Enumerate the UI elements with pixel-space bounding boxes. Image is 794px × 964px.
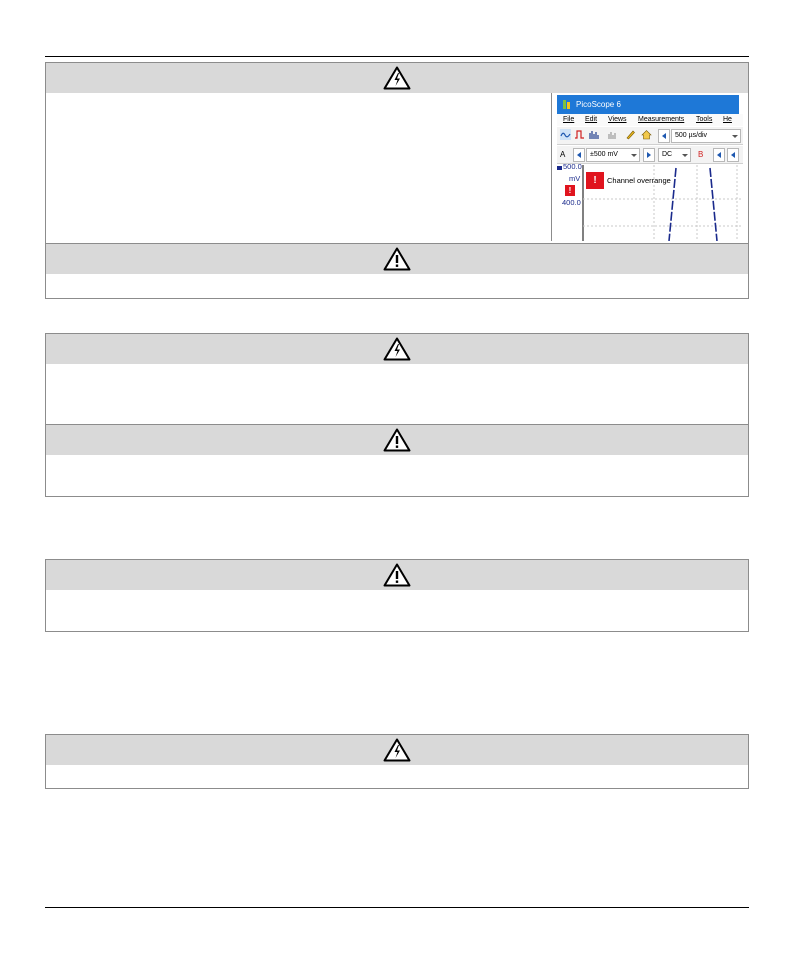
- range-decrease-button[interactable]: [573, 148, 585, 162]
- y-axis-top-label: 500.0: [563, 162, 582, 171]
- warning-header: [46, 735, 748, 765]
- warning-body: [46, 274, 748, 297]
- high-voltage-warning-icon: [383, 738, 411, 762]
- multi-spectrum-icon[interactable]: [607, 129, 618, 140]
- warning-block-1: [45, 62, 749, 299]
- menu-edit[interactable]: Edit: [585, 116, 598, 123]
- general-warning-icon: [383, 428, 411, 452]
- picoscope-toolbar: [557, 127, 743, 145]
- warning-header: [46, 244, 748, 274]
- picoscope-titlebar: [557, 95, 739, 114]
- picoscope-channel-toolbar: [557, 146, 743, 164]
- probe-icon[interactable]: [625, 129, 636, 140]
- overrange-message: Channel overrange: [607, 176, 671, 185]
- warning-block-2: [45, 333, 749, 497]
- spectrum-mode-icon[interactable]: [588, 129, 599, 140]
- high-voltage-warning-icon: [383, 66, 411, 90]
- y-axis-second-label: 400.0: [562, 198, 581, 207]
- channel-b-label[interactable]: B: [698, 150, 704, 159]
- range-select[interactable]: [586, 148, 640, 162]
- coupling-value: DC: [662, 151, 673, 158]
- warning-body: [46, 93, 748, 243]
- warning-header: [46, 63, 748, 93]
- channel-error-badge: !: [565, 185, 575, 196]
- menu-help[interactable]: He: [723, 116, 732, 123]
- warning-body: [46, 590, 748, 631]
- y-axis-unit-label: mV: [569, 174, 581, 183]
- picoscope-logo-icon: [562, 99, 572, 110]
- warning-block-3: [45, 559, 749, 632]
- warning-header: [46, 334, 748, 364]
- warning-header: [46, 425, 748, 455]
- warning-body: [46, 765, 748, 788]
- warning-body: [46, 364, 748, 424]
- channel-b-range-decrease-button[interactable]: [713, 148, 725, 162]
- range-increase-button[interactable]: [643, 148, 655, 162]
- picoscope-app-title: PicoScope 6: [576, 100, 621, 109]
- menu-views[interactable]: Views: [608, 116, 627, 123]
- warning-header: [46, 560, 748, 590]
- scope-mode-icon[interactable]: [560, 129, 571, 140]
- coupling-select[interactable]: [658, 148, 691, 162]
- home-icon[interactable]: [641, 129, 652, 140]
- persistence-mode-icon[interactable]: [574, 129, 585, 140]
- trace-falling-edge: [710, 168, 717, 241]
- overrange-warning-badge: !: [586, 172, 604, 189]
- timebase-select[interactable]: [671, 129, 741, 143]
- menu-file[interactable]: File: [563, 116, 575, 123]
- scope-plot: [557, 162, 743, 241]
- bottom-rule: [45, 907, 749, 908]
- range-value: ±500 mV: [590, 151, 618, 158]
- chevron-down-icon: [732, 135, 738, 138]
- chevron-down-icon: [682, 154, 688, 157]
- chevron-down-icon: [631, 154, 637, 157]
- warning-block-4: [45, 734, 749, 789]
- menu-measurements[interactable]: Measurements: [638, 116, 685, 123]
- warning-body: [46, 455, 748, 495]
- picoscope-screenshot: [551, 93, 748, 241]
- channel-a-label[interactable]: A: [560, 150, 566, 159]
- picoscope-menu-bar: [557, 114, 743, 126]
- menu-tools[interactable]: Tools: [696, 116, 713, 123]
- general-warning-icon: [383, 247, 411, 271]
- timebase-value: 500 µs/div: [675, 132, 708, 139]
- channel-b-extra-button[interactable]: [727, 148, 739, 162]
- general-warning-icon: [383, 563, 411, 587]
- high-voltage-warning-icon: [383, 337, 411, 361]
- top-rule: [45, 56, 749, 57]
- timebase-decrease-button[interactable]: [658, 129, 670, 143]
